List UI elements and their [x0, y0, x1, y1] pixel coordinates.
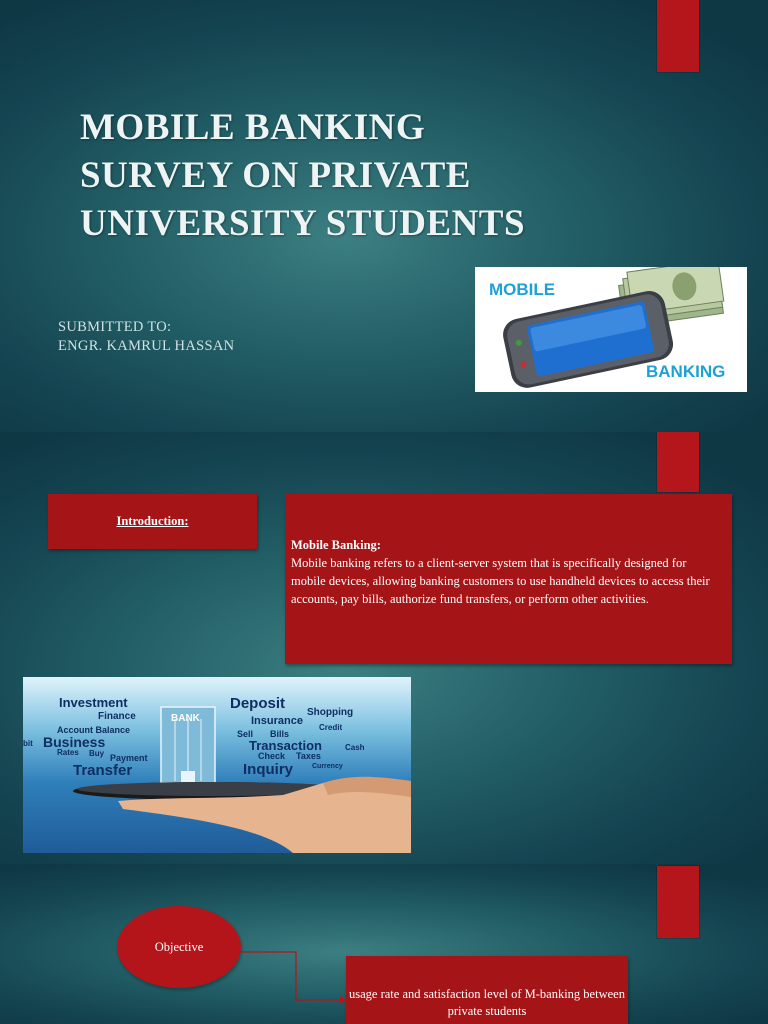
word-rates: Rates: [57, 748, 79, 757]
red-tab-decoration: [657, 0, 699, 72]
submitted-to-block: [58, 318, 234, 356]
red-tab-decoration: [657, 432, 699, 492]
word-inquiry: Inquiry: [243, 761, 294, 778]
word-transfer: Transfer: [73, 762, 133, 779]
word-taxes: Taxes: [296, 751, 321, 761]
word-finance: Finance: [98, 711, 136, 722]
word-transaction: Transaction: [249, 738, 322, 753]
mobile-banking-definition: [291, 536, 723, 608]
mobile-banking-definition-box: [285, 494, 732, 664]
introduction-label: Introduction:: [116, 514, 189, 528]
word-insurance: Insurance: [251, 715, 303, 727]
title-line-2: SURVEY ON PRIVATE: [80, 155, 471, 196]
word-currency: Currency: [312, 763, 343, 770]
word-shopping: Shopping: [307, 707, 354, 718]
title-line-3: UNIVERSITY STUDENTS: [80, 203, 526, 244]
word-business: Business: [43, 734, 106, 750]
slide-introduction: [0, 432, 768, 864]
word-credit: Credit: [319, 723, 343, 732]
submitted-to-label: SUBMITTED TO:: [58, 319, 172, 335]
mobile-banking-heading: Mobile Banking:: [291, 538, 381, 552]
word-investment: Investment: [59, 695, 128, 710]
usage-rate-text: usage rate and satisfaction level of M-banking between private students: [349, 987, 625, 1018]
word-account-balance: Account Balance: [57, 725, 131, 735]
usage-rate-box: [346, 956, 628, 1024]
title-line-1: MOBILE BANKING: [80, 107, 426, 148]
mobile-banking-logo-image: [475, 267, 747, 392]
slide-title: [0, 0, 768, 432]
word-buy: Buy: [89, 749, 105, 758]
word-bit: bit: [23, 739, 33, 748]
word-bank: BANK: [171, 713, 200, 724]
word-check: Check: [258, 751, 286, 761]
word-payment: Payment: [110, 753, 148, 763]
banking-hand-tablet-image: [23, 677, 411, 853]
page-title: [80, 104, 640, 248]
word-bills: Bills: [270, 729, 290, 739]
logo-word-mobile: MOBILE: [489, 280, 556, 299]
mobile-banking-text: Mobile banking refers to a client-server system that is specifically designed for mobile devices, allowing banking customers to use handheld devices to access their accounts, pay bills, authorize fund transfers, or perform other activities.: [291, 556, 710, 606]
logo-word-banking: BANKING: [646, 362, 726, 381]
word-sell: Sell: [237, 729, 254, 739]
introduction-box: [48, 494, 257, 549]
objective-label: Objective: [154, 939, 204, 954]
word-cash: Cash: [345, 743, 365, 752]
word-deposit: Deposit: [230, 695, 286, 712]
slide-objective: [0, 864, 768, 1024]
submitted-to-name: ENGR. KAMRUL HASSAN: [58, 338, 235, 354]
